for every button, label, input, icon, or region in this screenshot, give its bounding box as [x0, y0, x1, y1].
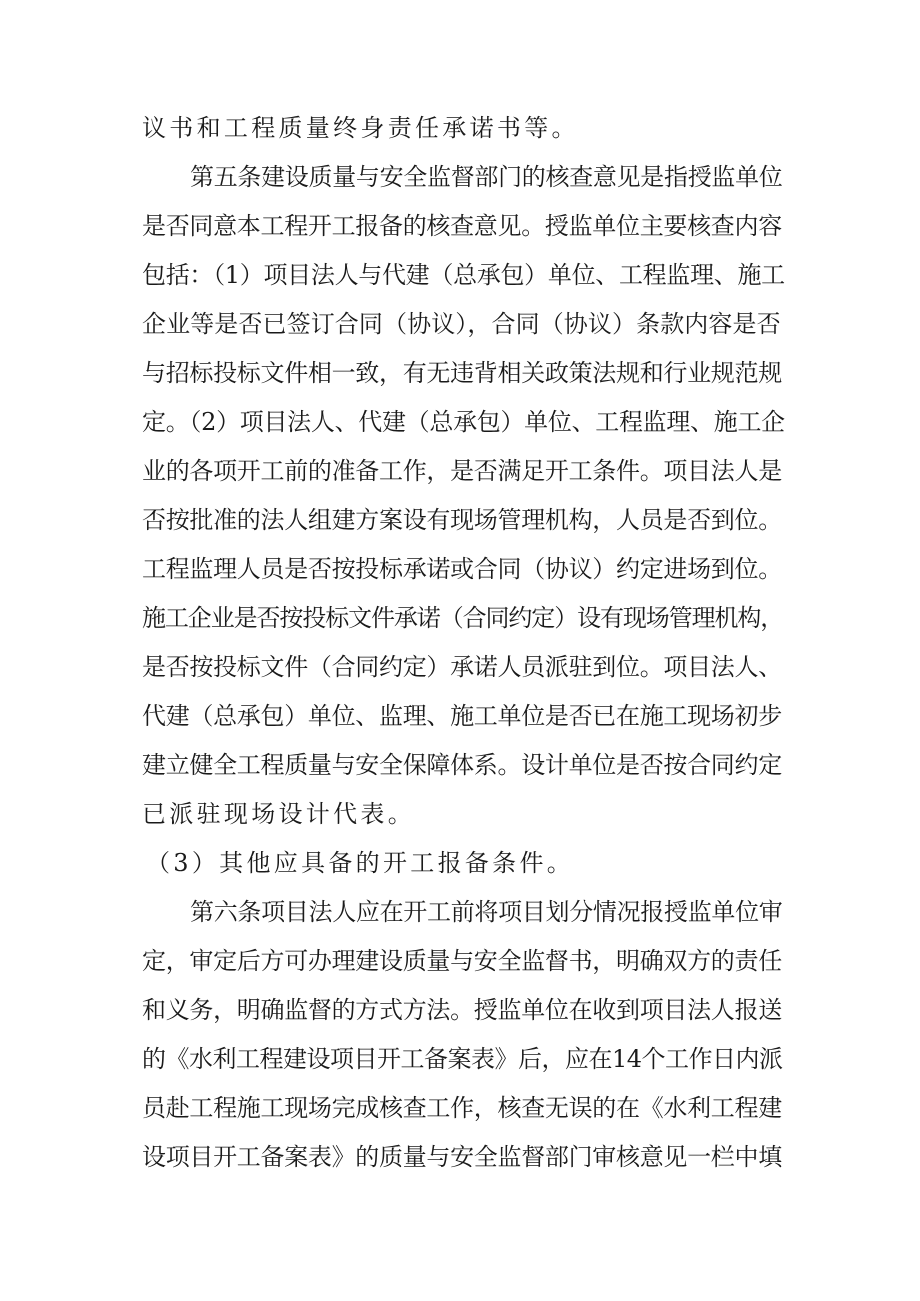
text-line: 与招标投标文件相一致，有无违背相关政策法规和行业规范规 [142, 359, 782, 387]
text-line: （3）其他应具备的开工报备条件。 [146, 849, 575, 877]
text-line: 工程监理人员是否按投标承诺或合同（协议）约定进场到位。 [142, 555, 782, 583]
text-line: 是否按投标文件（合同约定）承诺人员派驻到位。项目法人、 [142, 653, 782, 681]
text-line: 第五条建设质量与安全监督部门的核查意见是指授监单位 [190, 163, 783, 191]
text-line: 已派驻现场设计代表。 [142, 800, 415, 828]
text-line: 和义务，明确监督的方式方法。授监单位在收到项目法人报送 [142, 996, 782, 1024]
text-line: 代建（总承包）单位、监理、施工单位是否已在施工现场初步 [142, 702, 782, 730]
text-line: 的《水利工程建设项目开工备案表》后，应在14个工作日内派 [142, 1045, 783, 1073]
text-line: 设项目开工备案表》的质量与安全监督部门审核意见一栏中填 [142, 1143, 782, 1171]
text-line: 是否同意本工程开工报备的核查意见。授监单位主要核查内容 [142, 212, 782, 240]
text-line: 议书和工程质量终身责任承诺书等。 [142, 114, 579, 142]
text-line: 包括：（1）项目法人与代建（总承包）单位、工程监理、施工 [142, 261, 785, 289]
text-line: 业的各项开工前的准备工作，是否满足开工条件。项目法人是 [142, 457, 782, 485]
text-line: 建立健全工程质量与安全保障体系。设计单位是否按合同约定 [142, 751, 782, 779]
text-line: 定。（2）项目法人、代建（总承包）单位、工程监理、施工企 [142, 408, 785, 436]
text-line: 否按批准的法人组建方案设有现场管理机构，人员是否到位。 [142, 506, 782, 534]
text-line: 定，审定后方可办理建设质量与安全监督书，明确双方的责任 [142, 947, 782, 975]
text-line: 施工企业是否按投标文件承诺（合同约定）设有现场管理机构， [142, 604, 784, 632]
text-line: 第六条项目法人应在开工前将项目划分情况报授监单位审 [190, 898, 783, 926]
text-line: 员赴工程施工现场完成核查工作，核查无误的在《水利工程建 [142, 1094, 782, 1122]
text-line: 企业等是否已签订合同（协议），合同（协议）条款内容是否 [142, 310, 781, 338]
